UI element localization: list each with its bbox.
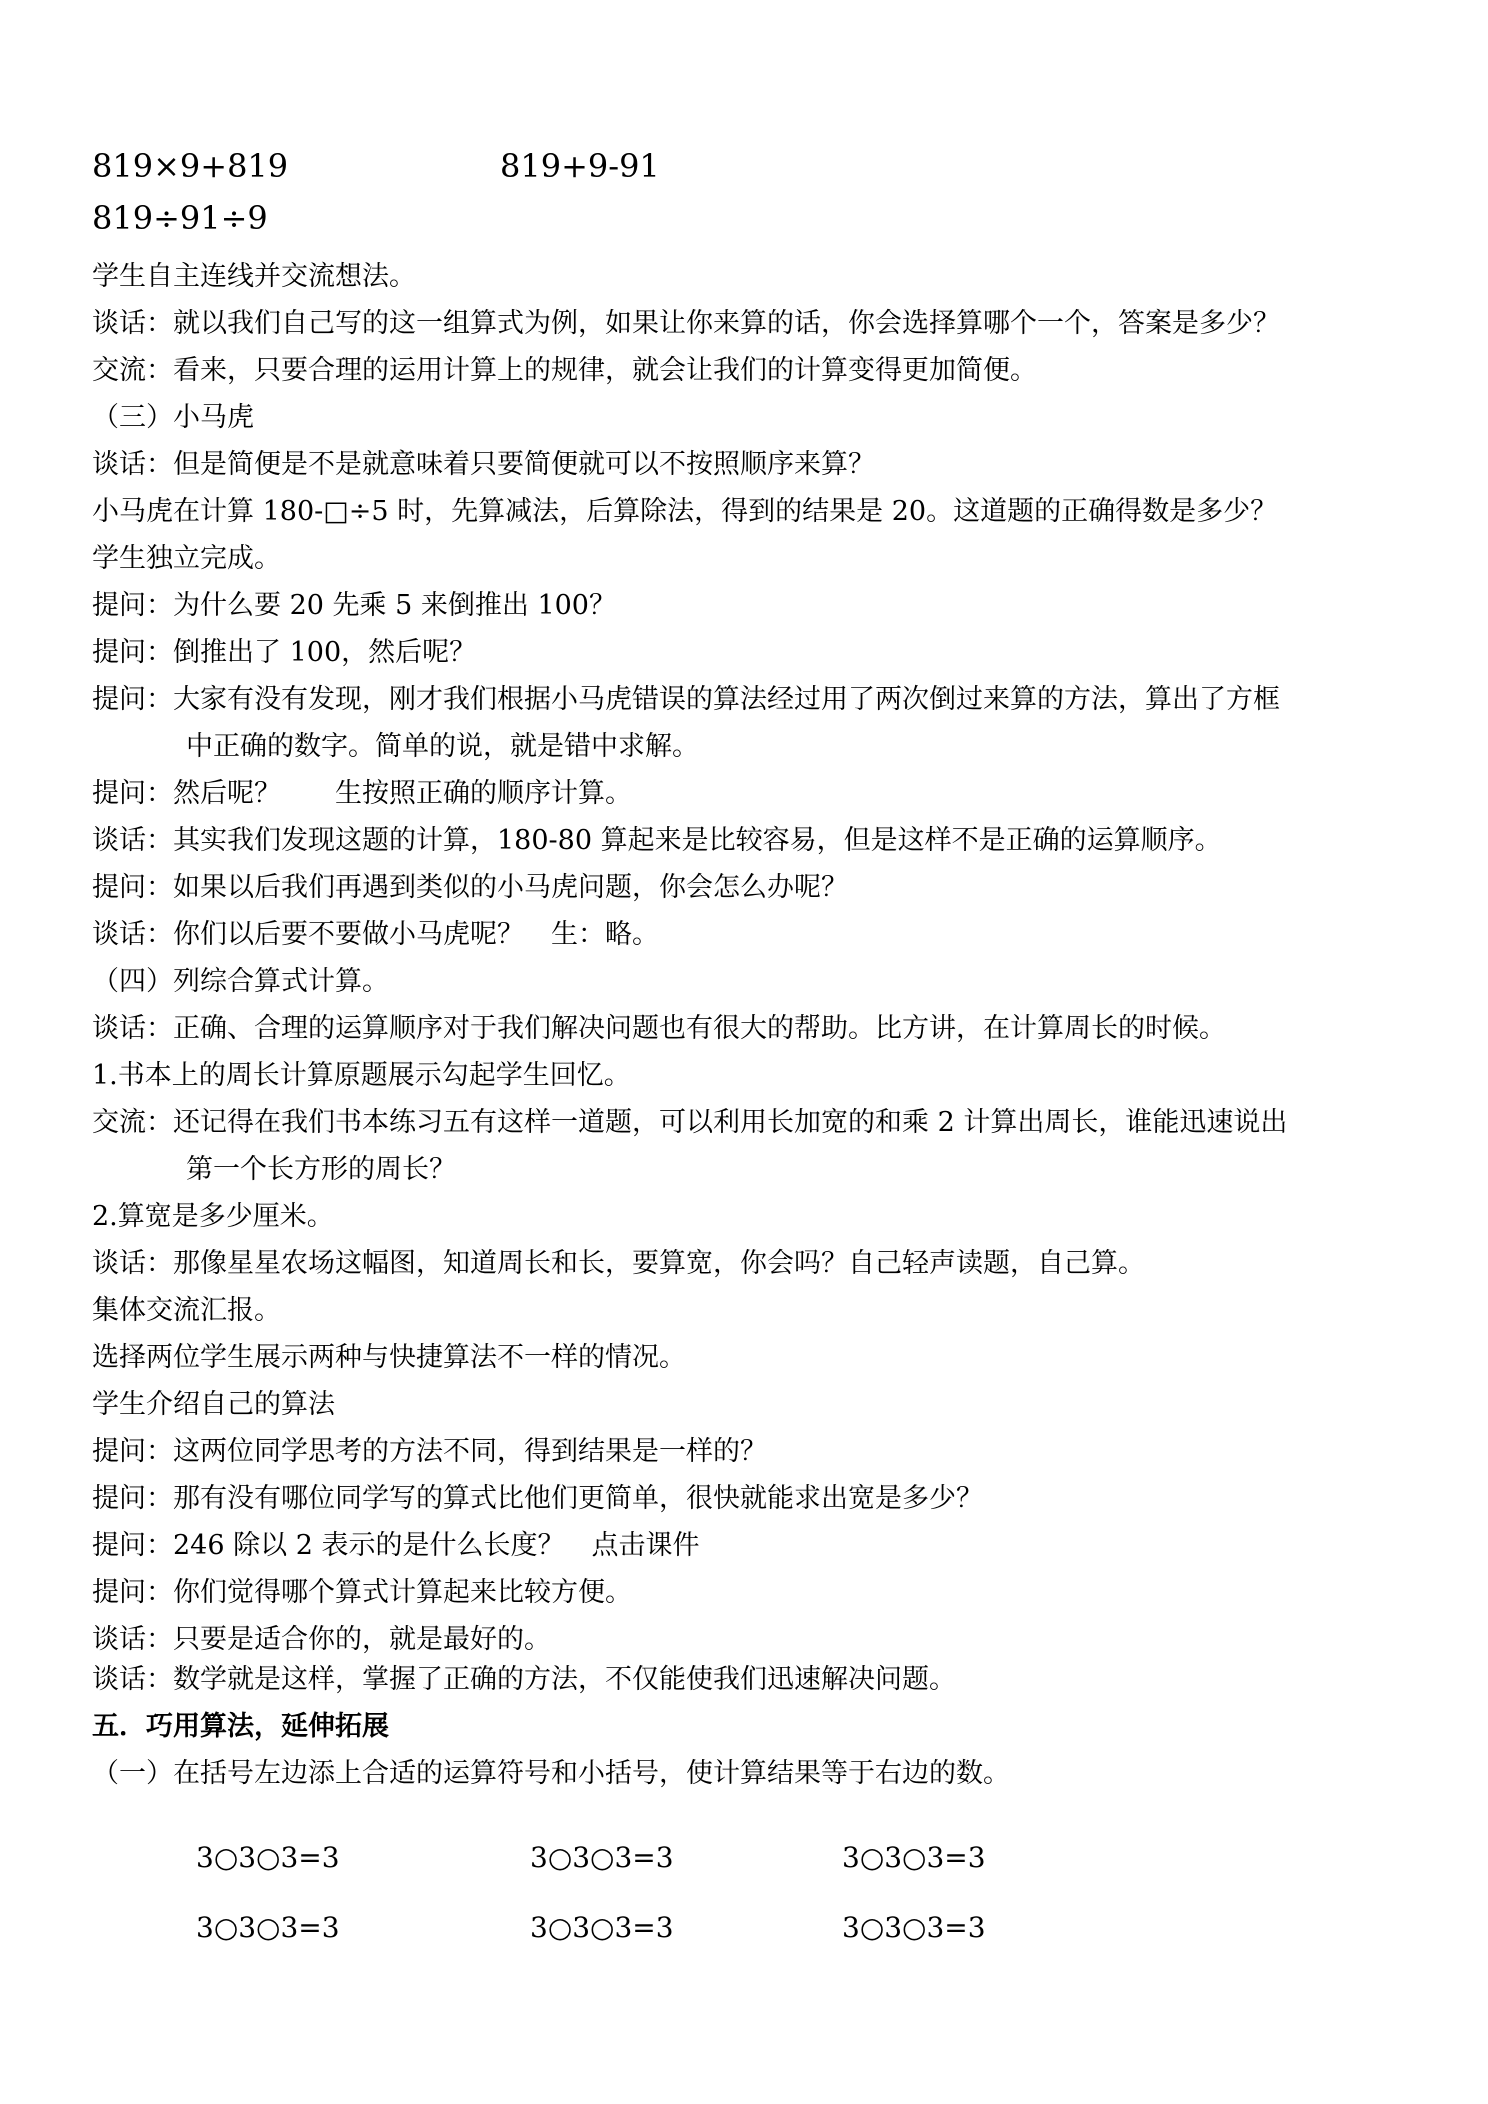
- paragraph: 小马虎在计算 180-□÷5 时，先算减法，后算除法，得到的结果是 20。这道题的正确得数是多少？: [92, 496, 1278, 527]
- paragraph: 提问：大家有没有发现，刚才我们根据小马虎错误的算法经过用了两次倒过来算的方法，算出了方框: [92, 684, 1280, 715]
- paragraph: 提问：然后呢？ 生按照正确的顺序计算。: [92, 778, 632, 809]
- section-heading: （三）小马虎: [92, 402, 254, 433]
- paragraph: 学生介绍自己的算法: [92, 1389, 335, 1420]
- paragraph: 提问：246 除以 2 表示的是什么长度？ 点击课件: [92, 1530, 700, 1561]
- section-heading: （四）列综合算式计算。: [92, 966, 389, 997]
- paragraph: 谈话：其实我们发现这题的计算，180-80 算起来是比较容易，但是这样不是正确的运算顺序。: [92, 825, 1222, 856]
- expression-row: [92, 147, 660, 185]
- paragraph: 提问：那有没有哪位同学写的算式比他们更简单，很快就能求出宽是多少？: [92, 1483, 983, 1514]
- exercise-item: 3○3○3=3: [842, 1911, 986, 1944]
- paragraph: 谈话：正确、合理的运算顺序对于我们解决问题也有很大的帮助。比方讲，在计算周长的时候。: [92, 1013, 1226, 1044]
- exercise-item: 3○3○3=3: [196, 1841, 340, 1874]
- paragraph-continuation: 第一个长方形的周长？: [186, 1154, 456, 1185]
- paragraph: 提问：如果以后我们再遇到类似的小马虎问题，你会怎么办呢？: [92, 872, 848, 903]
- paragraph: 2.算宽是多少厘米。: [92, 1201, 334, 1232]
- paragraph-continuation: 中正确的数字。简单的说，就是错中求解。: [186, 731, 699, 762]
- section-heading: 五．巧用算法，延伸拓展: [92, 1711, 389, 1742]
- paragraph: 谈话：数学就是这样，掌握了正确的方法，不仅能使我们迅速解决问题。: [92, 1664, 956, 1695]
- paragraph: 谈话：那像星星农场这幅图，知道周长和长，要算宽，你会吗？自己轻声读题，自己算。: [92, 1248, 1145, 1279]
- paragraph: 集体交流汇报。: [92, 1295, 281, 1326]
- paragraph: 提问：你们觉得哪个算式计算起来比较方便。: [92, 1577, 632, 1608]
- exercise-item: 3○3○3=3: [530, 1841, 674, 1874]
- paragraph: 谈话：只要是适合你的，就是最好的。: [92, 1624, 551, 1655]
- paragraph: 提问：倒推出了 100，然后呢？: [92, 637, 477, 668]
- expression: 819×9+819: [92, 147, 289, 185]
- paragraph: 提问：这两位同学思考的方法不同，得到结果是一样的？: [92, 1436, 767, 1467]
- paragraph: 谈话：你们以后要不要做小马虎呢？ 生：略。: [92, 919, 659, 950]
- paragraph: 1.书本上的周长计算原题展示勾起学生回忆。: [92, 1060, 631, 1091]
- paragraph: 谈话：就以我们自己写的这一组算式为例，如果让你来算的话，你会选择算哪个一个，答案是多少？: [92, 308, 1280, 339]
- expression: 819÷91÷9: [92, 199, 268, 237]
- exercise-item: 3○3○3=3: [196, 1911, 340, 1944]
- paragraph: 交流：看来，只要合理的运用计算上的规律，就会让我们的计算变得更加简便。: [92, 355, 1037, 386]
- exercise-item: 3○3○3=3: [530, 1911, 674, 1944]
- paragraph: 交流：还记得在我们书本练习五有这样一道题，可以利用长加宽的和乘 2 计算出周长，谁能迅速说出: [92, 1107, 1288, 1138]
- exercise-item: 3○3○3=3: [842, 1841, 986, 1874]
- expression: 819+9-91: [500, 147, 660, 185]
- paragraph: 谈话：但是简便是不是就意味着只要简便就可以不按照顺序来算？: [92, 449, 875, 480]
- paragraph: 提问：为什么要 20 先乘 5 来倒推出 100？: [92, 590, 616, 621]
- paragraph: 学生自主连线并交流想法。: [92, 261, 416, 292]
- paragraph: （一）在括号左边添上合适的运算符号和小括号，使计算结果等于右边的数。: [92, 1758, 1010, 1789]
- paragraph: 选择两位学生展示两种与快捷算法不一样的情况。: [92, 1342, 686, 1373]
- paragraph: 学生独立完成。: [92, 543, 281, 574]
